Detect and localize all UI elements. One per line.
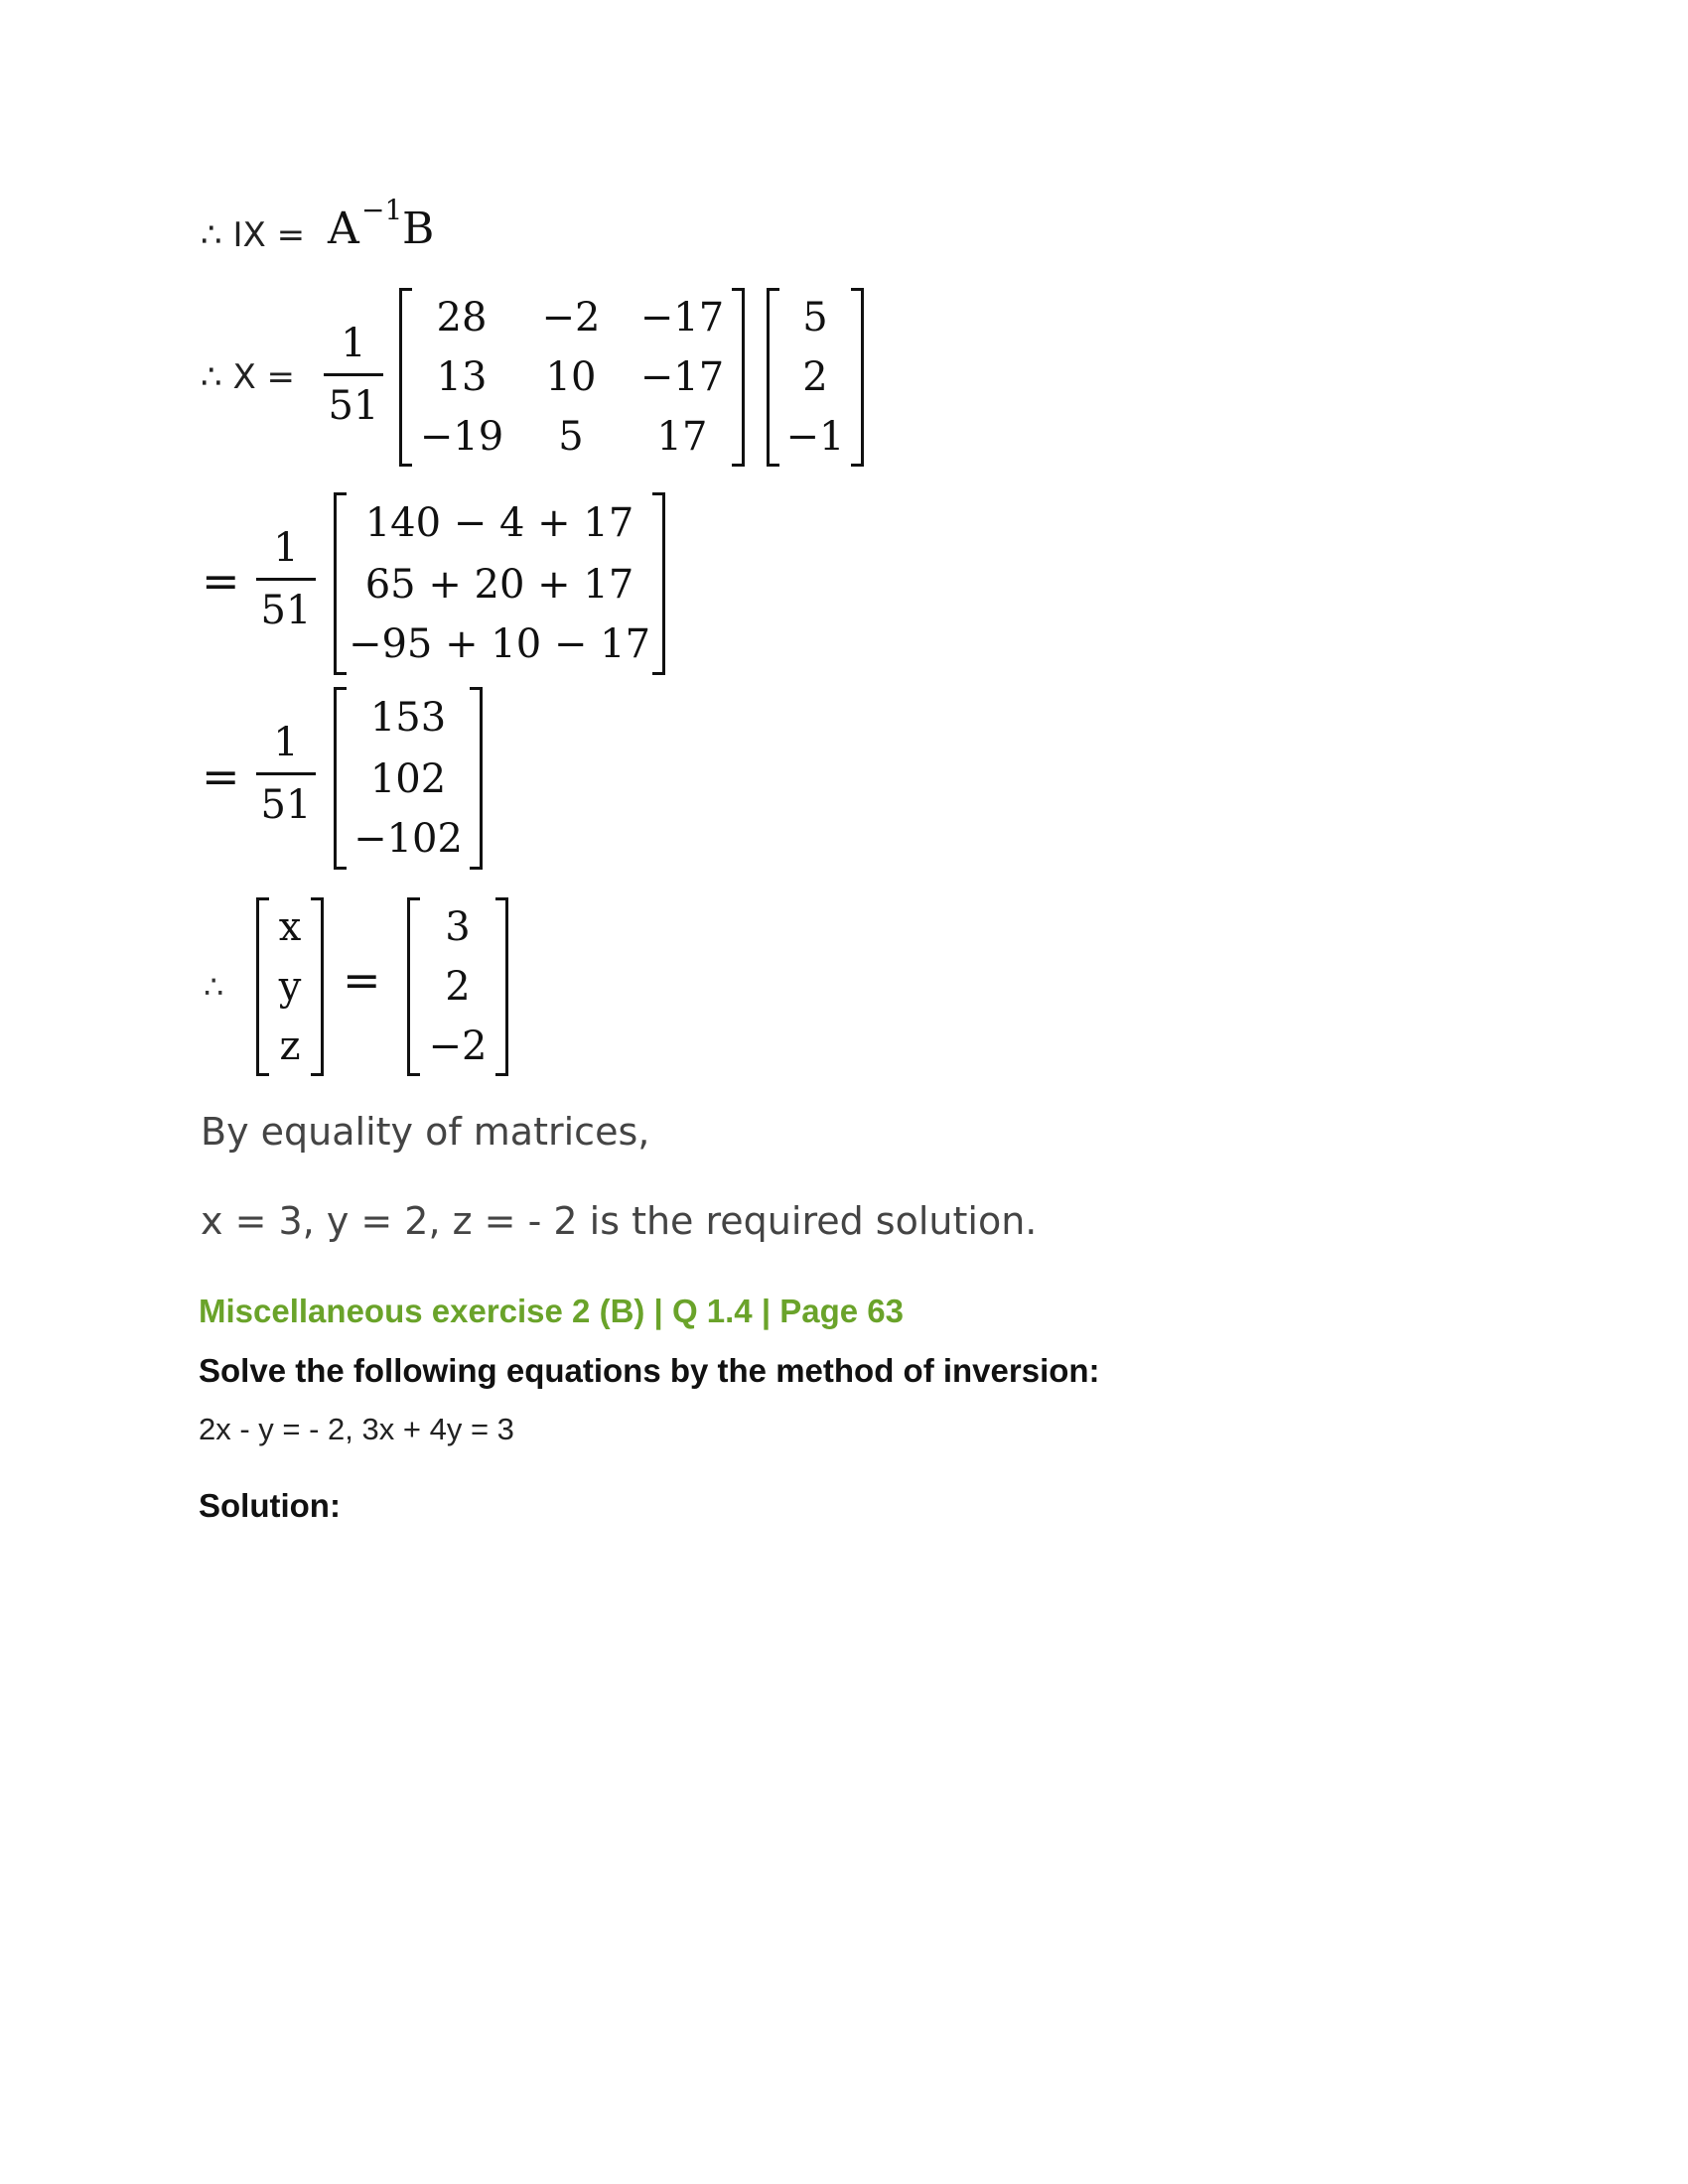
- vector-cell: 2: [445, 964, 471, 1010]
- vector-cell: −95 + 10 − 17: [348, 621, 651, 667]
- vector-cell: 3: [445, 904, 471, 950]
- fraction-1-51: [324, 316, 383, 434]
- constant-vector: [767, 288, 864, 467]
- vector-cell: 5: [802, 295, 828, 341]
- inverse-exponent: −1: [361, 194, 403, 226]
- fraction-numerator: 1: [273, 525, 299, 571]
- simplified-vector: [334, 687, 483, 870]
- question-prompt: Solve the following equations by the method of inversion:: [199, 1352, 1100, 1389]
- matrix-cell: 10: [545, 354, 597, 400]
- equals-sign: =: [202, 554, 240, 608]
- vector-cell: x: [278, 904, 302, 950]
- vector-cell: y: [278, 964, 302, 1010]
- matrix-cell: 28: [436, 295, 488, 341]
- vector-cell: 2: [802, 354, 828, 400]
- fraction-1-51: [256, 715, 316, 833]
- matrix-b: B: [402, 204, 435, 254]
- vector-cell: 140 − 4 + 17: [364, 500, 634, 546]
- fraction-1-51: [256, 520, 316, 638]
- matrix-cell: −17: [639, 295, 725, 341]
- fraction-numerator: 1: [341, 321, 366, 366]
- matrix-cell: −17: [639, 354, 725, 400]
- ix-label: ∴ IX =: [201, 215, 306, 255]
- vector-cell: z: [279, 1024, 301, 1069]
- solution-statement: x = 3, y = 2, z = - 2 is the required solution.: [201, 1199, 1038, 1243]
- matrix-cell: −2: [541, 295, 601, 341]
- x-label: ∴ X =: [201, 357, 296, 397]
- vector-cell: 65 + 20 + 17: [364, 562, 634, 608]
- matrix-cell: 13: [436, 354, 488, 400]
- question-equations: 2x - y = - 2, 3x + 4y = 3: [199, 1412, 514, 1446]
- question-heading: Miscellaneous exercise 2 (B) | Q 1.4 | Page 63: [199, 1293, 904, 1329]
- matrix-cell: 17: [656, 414, 708, 460]
- fraction-denominator: 51: [260, 588, 312, 633]
- fraction-numerator: 1: [273, 720, 299, 765]
- fraction-denominator: 51: [328, 383, 379, 429]
- fraction-denominator: 51: [260, 782, 312, 828]
- equals-sign: =: [343, 953, 381, 1007]
- solution-label: Solution:: [199, 1487, 341, 1524]
- expanded-product-vector: [334, 492, 665, 675]
- vector-cell: 102: [369, 756, 447, 802]
- therefore-symbol: ∴: [204, 968, 224, 1006]
- variable-vector: [256, 897, 324, 1076]
- inverse-matrix: [399, 288, 745, 467]
- vector-cell: −2: [428, 1024, 488, 1069]
- vector-cell: −1: [785, 414, 845, 460]
- matrix-cell: 5: [558, 414, 584, 460]
- vector-cell: −102: [353, 816, 463, 862]
- vector-cell: 153: [369, 695, 447, 741]
- equality-statement: By equality of matrices,: [201, 1110, 650, 1154]
- matrix-cell: −19: [419, 414, 504, 460]
- solution-vector: [407, 897, 508, 1076]
- equals-sign: =: [202, 750, 240, 803]
- matrix-a: A: [328, 204, 359, 254]
